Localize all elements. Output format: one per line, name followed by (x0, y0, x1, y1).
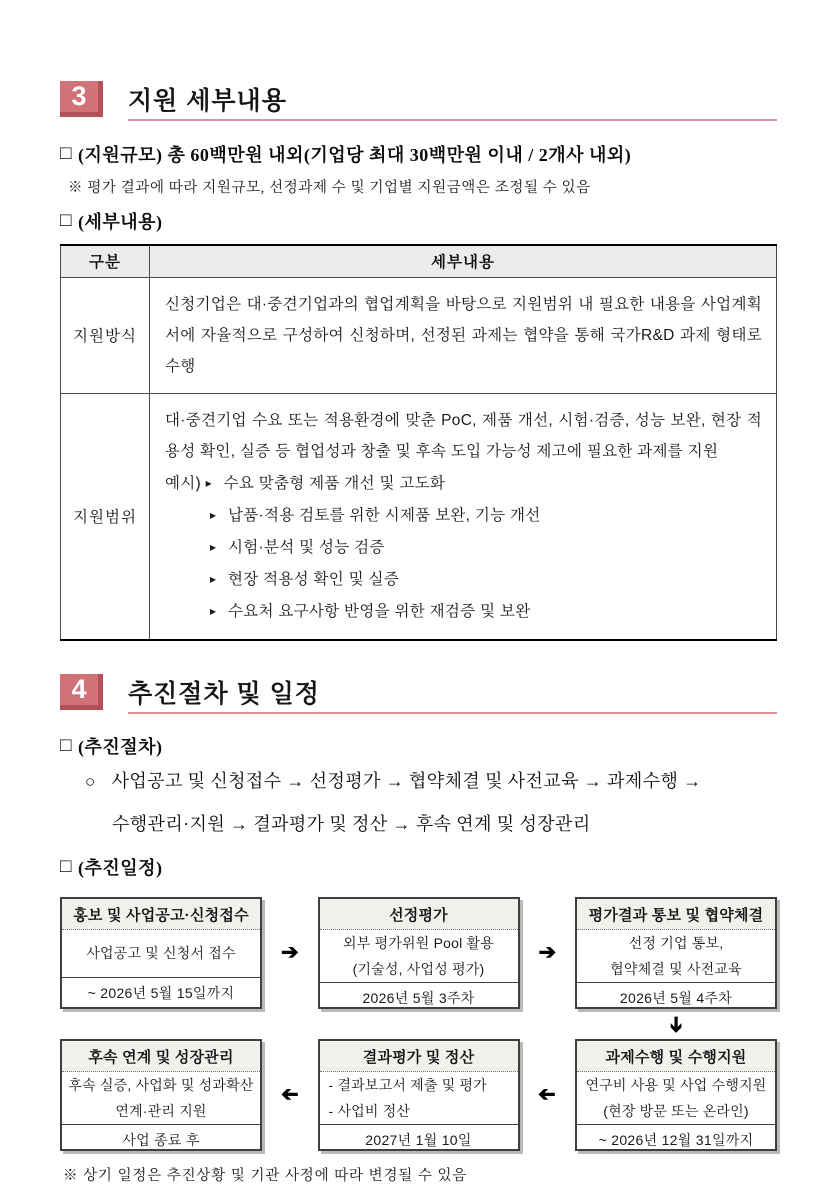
example-label: 예시) (165, 474, 202, 492)
row-content-support-scope (150, 393, 777, 640)
square-bullet-icon: □ (60, 210, 72, 231)
square-bullet-icon: □ (60, 855, 72, 877)
flow-box-body-line: - 결과보고서 제출 및 평가 (328, 1076, 487, 1093)
procedure-flow-line1 (85, 759, 777, 804)
detail-content-line (60, 208, 777, 234)
arrow-glyph: ➔ (538, 941, 557, 964)
flow-box-title: 결과평가 및 정산 (320, 1041, 518, 1072)
procedure-flow-line2 (112, 804, 777, 844)
row-label-support-method: 지원방식 (61, 277, 150, 393)
procedure-flow-text1: 사업공고 및 신청접수 → 선정평가 → 협약체결 및 사전교육 → 과제수행 → (111, 770, 702, 791)
flow-box-body-line: (현장 방문 또는 온라인) (603, 1102, 749, 1119)
scope-bullet-text: 현장 적용성 확인 및 실증 (227, 570, 400, 588)
flow-box-title: 과제수행 및 수행지원 (577, 1041, 775, 1072)
flow-box-body (320, 1072, 518, 1124)
list-item (165, 532, 762, 564)
support-scope-text: 대·중견기업 수요 또는 적용환경에 맞춘 PoC, 제품 개선, 시험·검증, 성능 보완, 현장 적용성 확인, 실증 등 협업성과 창출 및 후속 도입 가능성 제고에 필요한 과제를 지원 (165, 411, 762, 460)
flow-box-body-line: 사업공고 및 신청서 접수 (86, 945, 236, 961)
flow-box-result-notice-agreement (575, 897, 777, 1009)
flow-box-title: 평가결과 통보 및 협약체결 (577, 899, 775, 930)
list-item (165, 500, 762, 532)
schedule-label-line (60, 854, 777, 880)
arrow-glyph: ➔ (538, 1083, 557, 1106)
flow-box-title: 홍보 및 사업공고·신청접수 (62, 899, 260, 930)
flow-box-body (62, 930, 260, 977)
section3-title-underline (128, 81, 777, 121)
flow-box-footer: ~ 2026년 5월 15일까지 (62, 977, 260, 1007)
section3-number-badge: 3 (60, 81, 103, 117)
example-line (165, 468, 762, 500)
scale-reference-note: ※ 평가 결과에 따라 지원규모, 선정과제 수 및 기업별 지원금액은 조정될 수 있음 (68, 180, 591, 196)
support-method-text: 신청기업은 대·중견기업과의 협업계획을 바탕으로 지원범위 내 필요한 내용을 사업계획서에 자율적으로 구성하여 신청하며, 선정된 과제는 협약을 통해 국가R&D 과제 형태로 수행 (165, 295, 762, 375)
schedule-change-note: ※ 상기 일정은 추진상황 및 기관 사정에 따라 변경될 수 있음 (63, 1167, 468, 1184)
triangle-bullet-icon: ▸ (210, 539, 217, 554)
list-item (165, 564, 762, 596)
flow-box-announcement (60, 897, 262, 1009)
table-row (61, 277, 777, 393)
flow-box-body (320, 930, 518, 982)
table-row (61, 393, 777, 640)
scope-bullet-text: 시험·분석 및 성능 검증 (227, 538, 385, 556)
schedule-label-text: (추진일정) (77, 857, 163, 878)
section4-title: 추진절차 및 일정 (128, 679, 320, 708)
flow-box-footer: 사업 종료 후 (62, 1124, 260, 1154)
flow-box-selection-evaluation (318, 897, 520, 1009)
arrow-glyph: ➔ (280, 941, 299, 964)
procedure-flow-text2: 수행관리·지원 → 결과평가 및 정산 → 후속 연계 및 성장관리 (112, 813, 591, 834)
arrow-glyph: ➔ (664, 1015, 688, 1033)
procedure-label-text: (추진절차) (77, 736, 163, 757)
flow-box-body (577, 930, 775, 982)
flow-box-body-line: 외부 평가위원 Pool 활용 (343, 934, 494, 951)
support-detail-table (60, 244, 777, 641)
flow-box-body-line: 연계·관리 지원 (115, 1102, 207, 1119)
circle-bullet-icon: ○ (85, 771, 96, 791)
scope-bullet-text: 수요 맞춤형 제품 개선 및 고도화 (223, 474, 446, 492)
flow-box-footer: 2026년 5월 3주차 (320, 982, 518, 1012)
schedule-flow-diagram (60, 897, 777, 1151)
flow-box-title: 선정평가 (320, 899, 518, 930)
list-item (165, 596, 762, 628)
flow-box-result-evaluation-settlement (318, 1039, 520, 1151)
section3-title: 지원 세부내용 (128, 87, 287, 115)
flow-box-body-line: (기술성, 사업성 평가) (352, 960, 485, 977)
row-label-support-scope: 지원범위 (61, 393, 150, 640)
flow-box-footer: 2026년 5월 4주차 (577, 982, 775, 1012)
flow-box-project-execution-support (575, 1039, 777, 1151)
procedure-label-line (60, 733, 777, 759)
triangle-bullet-icon: ▸ (210, 603, 217, 618)
flow-box-body (62, 1072, 260, 1124)
arrow-right-icon (520, 897, 576, 1009)
flow-box-body-line: 선정 기업 통보, (628, 934, 724, 951)
flow-box-body-line: 협약체결 및 사전교육 (610, 960, 742, 977)
flow-box-body-line: - 사업비 정산 (328, 1102, 411, 1119)
row-content-support-method (150, 277, 777, 393)
flow-box-body-line: 후속 실증, 사업화 및 성과확산 (68, 1076, 254, 1093)
flow-box-footer: 2027년 1월 10일 (320, 1124, 518, 1154)
arrow-right-icon (262, 897, 318, 1009)
flow-box-body (577, 1072, 775, 1124)
column-header-category: 구분 (61, 245, 150, 277)
arrow-left-icon (262, 1039, 318, 1151)
triangle-bullet-icon: ▸ (210, 571, 217, 586)
square-bullet-icon: □ (60, 734, 72, 756)
support-scale-text: (지원규모) 총 60백만원 내외(기업당 최대 30백만원 이내 / 2개사 내외) (77, 145, 632, 165)
flow-box-title: 후속 연계 및 성장관리 (62, 1041, 260, 1072)
square-bullet-icon: □ (60, 143, 72, 164)
flow-box-follow-up-growth (60, 1039, 262, 1151)
section4-title-underline (128, 674, 777, 714)
flow-box-footer: ~ 2026년 12월 31일까지 (577, 1124, 775, 1154)
arrow-left-icon (520, 1039, 576, 1151)
section4-number-badge: 4 (60, 674, 103, 710)
table-header-row (61, 245, 777, 277)
support-scale-line (60, 141, 777, 167)
detail-content-text: (세부내용) (77, 212, 163, 232)
scope-bullet-text: 납품·적용 검토를 위한 시제품 보완, 기능 개선 (227, 506, 541, 524)
scope-bullet-text: 수요처 요구사항 반영을 위한 재검증 및 보완 (227, 602, 531, 620)
flow-box-body-line: 연구비 사용 및 사업 수행지원 (585, 1076, 767, 1093)
arrow-down-icon (575, 1009, 777, 1039)
triangle-bullet-icon: ▸ (210, 507, 217, 522)
section3-header (60, 81, 777, 121)
column-header-detail: 세부내용 (150, 245, 777, 277)
arrow-glyph: ➔ (280, 1083, 299, 1106)
triangle-bullet-icon: ▸ (205, 475, 212, 490)
section4-header (60, 674, 777, 714)
